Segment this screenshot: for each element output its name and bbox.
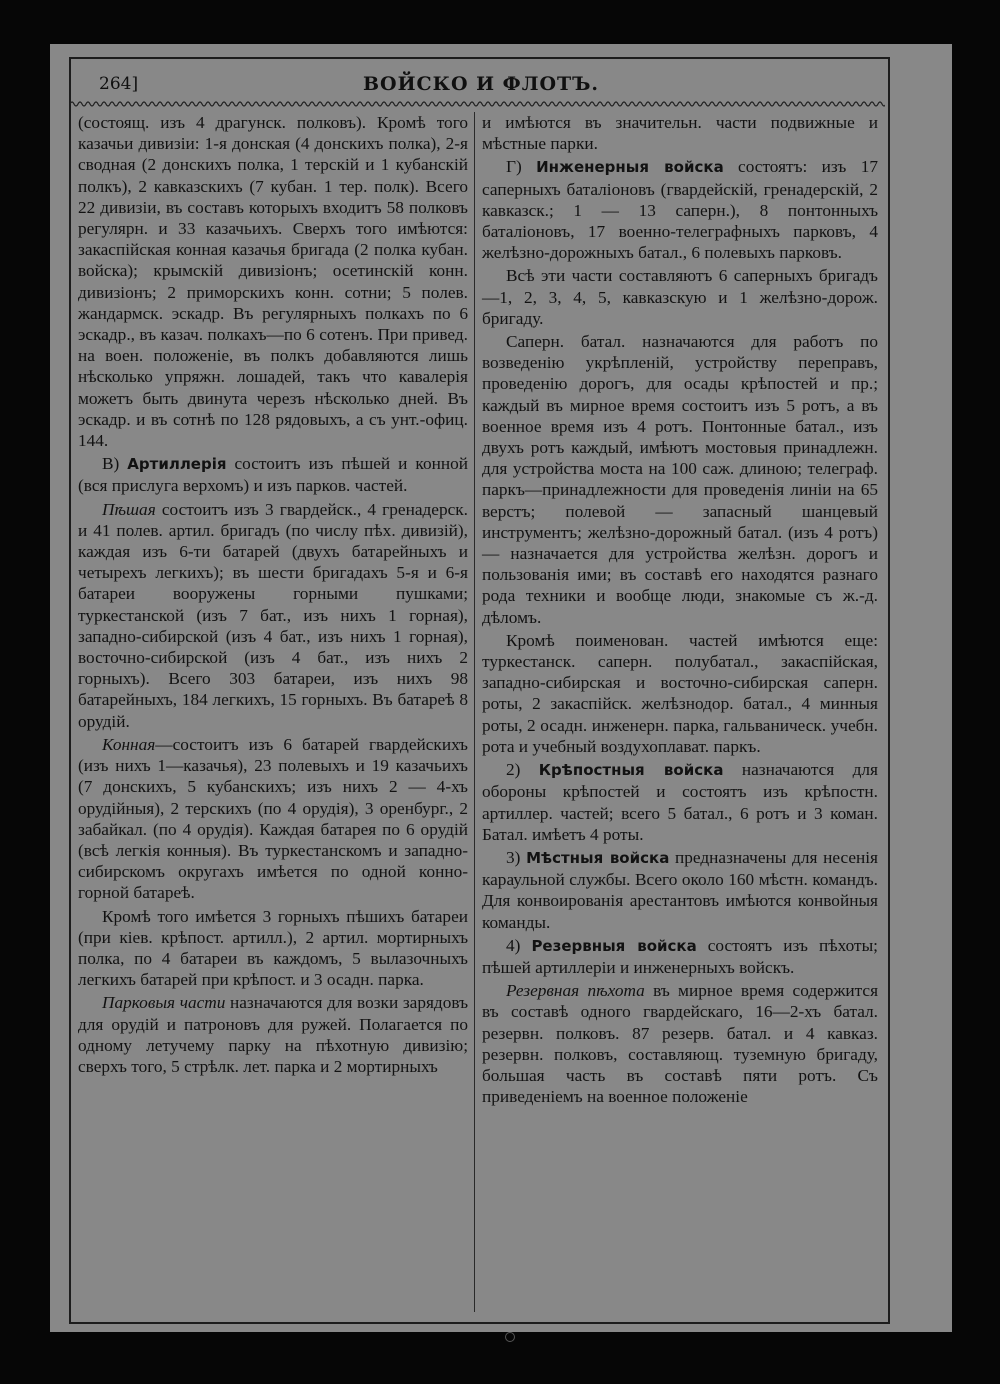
- paragraph: [78, 734, 468, 904]
- italic-term: Парковыя части: [102, 993, 226, 1013]
- paragraph-text: состоятъ: изъ 17 саперныхъ баталіоновъ (гвардейскій, гренадерскій, 2 кавказск.; 1 — 13 саперн.), 8 понтонныхъ баталіоновъ, 17 военно-телеграфныхъ парковъ, 4 желѣзно-дорожныхъ батал., 6 полевыхъ парковъ.: [482, 157, 878, 263]
- paragraph-text: состоитъ изъ 3 гвардейск., 4 гренадерск. и 41 полев. артил. бригадъ (по числу пѣх. дивизій), каждая изъ 6-ти батарей (двухъ батарейныхъ и четырехъ легкихъ); въ шести бригадахъ 5-я и 6-я батареи вооружены горными пушками; туркестанской (изъ 7 бат., изъ нихъ 1 горная), западно-сибирской (изъ 4 бат., изъ нихъ 1 горная), восточно-сибирской (изъ 4 бат., изъ нихъ 2 горныхъ). Всего 303 батареи, изъ нихъ 98 батарейныхъ, 184 легкихъ, 15 горныхъ. Въ батареѣ 8 орудій.: [78, 499, 468, 731]
- paragraph: [482, 630, 878, 757]
- paragraph: [78, 112, 468, 451]
- paragraph-text: (состоящ. изъ 4 драгунск. полковъ). Кромѣ того казачьи дивизіи: 1-я донская (4 донскихъ полка), 2-я сводная (2 донскихъ полка, 1 терскій и 1 кубанскій полкъ), 2 кавказскихъ (7 кубан. 1 тер. полк). Всего 22 дивизіи, въ составъ которыхъ входитъ 58 полковъ регулярн. и 33 казачьихъ. Сверхъ того имѣются: закаспійская конная казачья бригада (2 полка кубан. войска); крымскій дивизіонъ; осетинскій конн. дивизіонъ; 2 приморскихъ конн. сотни; 5 полев. жандармск. эскадр. Въ регулярныхъ полкахъ по 6 эскадр., въ казач. полкахъ—по 6 сотенъ. При привед. на воен. положеніе, въ полкъ добавляются лишь нѣсколько упряжн. лошадей, такъ что кавалерія можетъ быть двинута черезъ нѣсколько дней. Въ эскадр. и въ сотнѣ по 128 рядовыхъ, а съ унт.-офиц. 144.: [78, 113, 468, 451]
- paragraph-text: Всѣ эти части составляютъ 6 саперныхъ бригадъ—1, 2, 3, 4, 5, кавказскую и 1 желѣзно-дорож. бригаду.: [482, 266, 878, 328]
- italic-term: Резервная пѣхота: [506, 981, 645, 1001]
- paragraph: [482, 759, 878, 845]
- paragraph: [482, 112, 878, 154]
- paragraph: [482, 265, 878, 329]
- paragraph-text: предназначены для несенія караульной службы. Всего около 160 мѣстн. командъ. Для конвоированія арестантовъ имѣются конвойныя команды.: [482, 847, 878, 932]
- paragraph: [482, 331, 878, 628]
- paragraph-text: назначаются для возки зарядовъ для орудій и патроновъ для ружей. Полагается по одному летучему парку на пѣхотную дивизію; сверхъ того, 5 стрѣлк. лет. парка и 2 мортирныхъ: [78, 993, 469, 1076]
- column-divider: [474, 112, 475, 1312]
- paragraph: [482, 980, 878, 1107]
- paragraph: [78, 499, 468, 732]
- page-mark: [505, 1332, 515, 1342]
- section-heading: Артиллерія: [127, 455, 227, 474]
- paragraph: [78, 453, 468, 496]
- paragraph: [482, 847, 878, 933]
- page-header: [81, 70, 881, 100]
- paragraph-text: Саперн. батал. назначаются для работъ по возведенію укрѣпленій, устройству переправъ, проведенію дорогъ, для осады крѣпостей и пр.; каждый въ мирное время состоитъ изъ 5 ротъ, а въ военное время изъ 4 ротъ. Понтонные батал., изъ двухъ ротъ каждый, имѣютъ мостовыя принадлежн. для устройства моста на 100 саж. длиною; телеграф. паркъ—принадлежности для проведенія линіи на 65 верстъ; полевой — запасный шанцевый инструментъ; желѣзно-дорожный батал. (изъ 4 ротъ) — назначается для устройства желѣзн. дорогъ и пользованія ими; въ составѣ его находятся разнаго рода техники и вообще люди, знакомые съ ж.-д. дѣломъ.: [482, 332, 878, 627]
- page-number: 264]: [99, 74, 139, 94]
- italic-term: Пѣшая: [102, 499, 156, 519]
- section-heading: Инженерныя войска: [536, 158, 724, 177]
- paragraph-text: назначаются для обороны крѣпостей и состоятъ изъ крѣпостн. артиллер. частей; всего 5 батал., 6 ротъ и 3 коман. Батал. имѣетъ 4 роты.: [482, 760, 878, 844]
- paragraph: [78, 992, 468, 1077]
- section-marker: 2): [506, 760, 521, 780]
- running-title: ВОЙСКО И ФЛОТЪ.: [362, 73, 599, 95]
- section-marker: В): [102, 454, 120, 474]
- section-heading: Мѣстныя войска: [526, 848, 670, 867]
- paragraph-text: Кромѣ поименован. частей имѣются еще: туркестанск. саперн. полубатал., закаспійская, западно-сибирская и восточно-сибирская саперн. роты, 2 закаспійск. желѣзнодор. батал., 4 минныя роты, 2 осадн. инженерн. парка, гальваническ. учебн. рота и учебный воздухоплават. паркъ.: [482, 630, 878, 756]
- paragraph-text: и имѣются въ значительн. части подвижные и мѣстные парки.: [482, 113, 878, 154]
- paragraph: [78, 906, 468, 991]
- wavy-rule: [70, 99, 885, 109]
- paragraph: [482, 935, 878, 978]
- left-column: [78, 112, 468, 1077]
- section-marker: 3): [506, 847, 521, 867]
- paragraph-text: въ мирное время содержится въ составѣ одного гвардейскаго, 16—2-хъ батал. резервн. полковъ. 87 резерв. батал. и 4 кавказ. резервн. полковъ, составляющ. туземную бригаду, большая часть въ составѣ пяти ротъ. Съ приведеніемъ на военное положеніе: [482, 981, 879, 1107]
- right-column: [482, 112, 878, 1107]
- section-marker: Г): [506, 157, 522, 177]
- section-marker: 4): [506, 935, 521, 955]
- paragraph-text: Кромѣ того имѣется 3 горныхъ пѣшихъ батареи (при кіев. крѣпост. артилл.), 2 артил. мортирныхъ полка, по 4 батареи въ каждомъ, 5 вылазочныхъ легкихъ батарей при крѣпост. и 3 осадн. парка.: [78, 906, 468, 990]
- section-heading: Резервныя войска: [531, 936, 697, 955]
- italic-term: Конная: [102, 734, 156, 754]
- paragraph-text: состоятъ изъ пѣхоты; пѣшей артиллеріи и инженерныхъ войскъ.: [482, 935, 878, 977]
- paragraph: [482, 156, 878, 263]
- section-heading: Крѣпостныя войска: [538, 761, 724, 780]
- paragraph-text: состоитъ изъ пѣшей и конной (вся прислуга верхомъ) и изъ парков. частей.: [78, 454, 468, 496]
- paragraph-text: —состоитъ изъ 6 батарей гвардейскихъ (изъ нихъ 1—казачья), 23 полевыхъ и 19 казачьихъ (7 донскихъ, 5 кубанскихъ; изъ нихъ 2 — 4-хъ орудійныя), 2 терскихъ (по 4 орудія), 3 оренбург., 2 забайкал. (по 4 орудія). Каждая батарея по 6 орудій (всѣ легкія конныя). Въ туркестанскомъ и западно-сибирскомъ округахъ имѣется по одной конно-горной батареѣ.: [78, 734, 468, 903]
